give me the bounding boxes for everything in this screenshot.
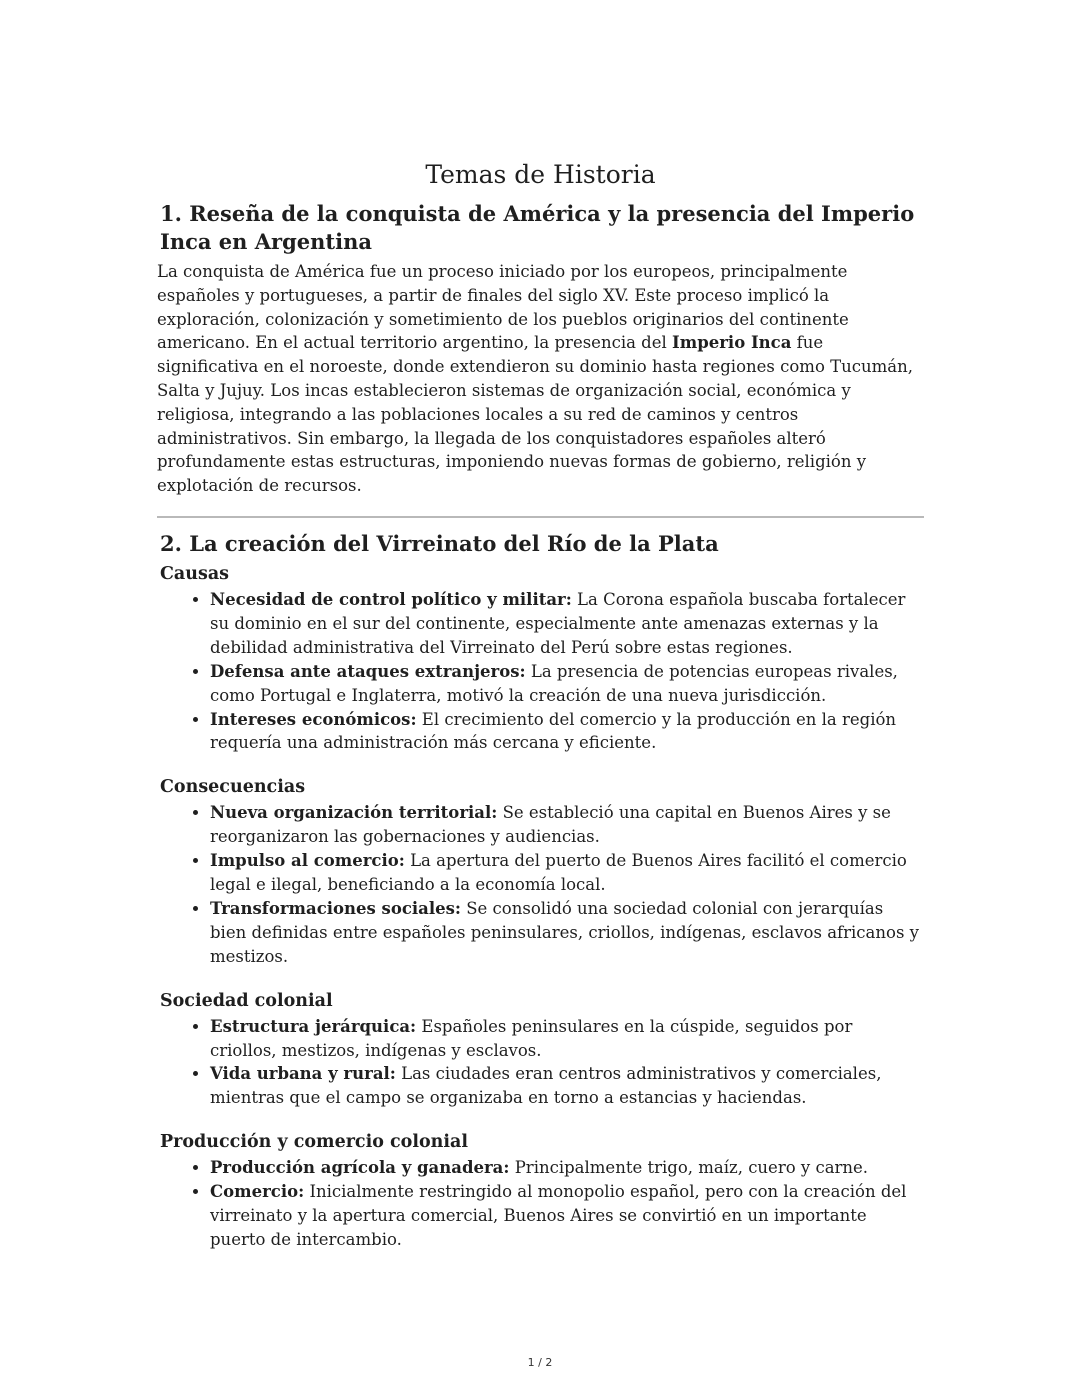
list-item (210, 801, 924, 849)
subsection-produccion-comercio-title: Producción y comercio colonial (160, 1132, 468, 1153)
list-item (210, 1156, 924, 1180)
list-item (210, 708, 924, 756)
item-text: Se consolidó una sociedad colonial con jerarquías bien definidas entre españoles peninsulares, criollos, indígenas, esclavos africanos y mestizos. (210, 898, 919, 966)
section-2-heading: 2. La creación del Virreinato del Río de la Plata (160, 530, 719, 556)
list-item (210, 1180, 924, 1252)
item-text: Principalmente trigo, maíz, cuero y carne. (509, 1158, 869, 1178)
item-text: Españoles peninsulares en la cúspide, seguidos por criollos, mestizos, indígenas y esclavos. (210, 1016, 853, 1060)
section-1-heading: 1. Reseña de la conquista de América y la presencia del Imperio Inca en Argentina (160, 201, 915, 254)
item-text: El crecimiento del comercio y la producción en la región requería una administración más cercana y eficiente. (210, 709, 897, 753)
item-text: La Corona española buscaba fortalecer su dominio en el sur del continente, especialmente ante amenazas externas y la debilidad administrativa del Virreinato del Perú sobre estas regiones. (210, 589, 906, 657)
list-item (210, 588, 924, 660)
subsection-causas-title: Causas (160, 563, 230, 584)
item-lead: Transformaciones sociales: (210, 898, 461, 918)
item-text: La presencia de potencias europeas rivales, como Portugal e Inglaterra, motivó la creación de una nueva jurisdicción. (210, 661, 898, 705)
item-text: Las ciudades eran centros administrativos y comerciales, mientras que el campo se organizaba en torno a estancias y haciendas. (210, 1064, 882, 1108)
produccion-comercio-list (157, 1156, 924, 1252)
paragraph-text-start: La conquista de América fue un proceso iniciado por los europeos, principalmente españoles y portugueses, a partir de finales del siglo XV. Este proceso implicó la exploración, colonización y sometimiento de los pueblos originarios del continente americano. En el actual territorio argentino, la presencia del (157, 262, 849, 353)
section-1-paragraph (157, 260, 924, 498)
item-lead: Intereses económicos: (210, 709, 417, 729)
item-text: Inicialmente restringido al monopolio español, pero con la creación del virreinato y la apertura comercial, Buenos Aires se convirtió en un importante puerto de intercambio. (210, 1182, 907, 1249)
list-item (210, 849, 924, 897)
sociedad-colonial-list (157, 1015, 924, 1111)
item-lead: Nueva organización territorial: (210, 803, 498, 823)
item-lead: Impulso al comercio: (210, 851, 405, 871)
document-page (157, 158, 924, 1272)
consecuencias-list (157, 801, 924, 968)
list-item (210, 1062, 924, 1110)
list-item (210, 660, 924, 708)
item-lead: Vida urbana y rural: (210, 1064, 396, 1084)
item-lead: Estructura jerárquica: (210, 1016, 417, 1036)
document-title: Temas de Historia (425, 160, 656, 189)
page-number: 1 / 2 (527, 1356, 553, 1369)
list-item (210, 1015, 924, 1063)
item-lead: Producción agrícola y ganadera: (210, 1158, 510, 1178)
item-text: Se estableció una capital en Buenos Aires y se reorganizaron las gobernaciones y audiencias. (210, 803, 891, 847)
item-lead: Necesidad de control político y militar: (210, 589, 572, 609)
list-item (210, 897, 924, 969)
paragraph-text-end: fue significativa en el noroeste, donde extendieron su dominio hasta regiones como Tucumán, Salta y Jujuy. Los incas establecieron sistemas de organización social, económica y religiosa, integrando a las poblaciones locales a su red de caminos y centros administrativos. Sin embargo, la llegada de los conquistadores españoles alteró profundamente estas estructuras, imponiendo nuevas formas de gobierno, religión y explotación de recursos. (157, 333, 913, 496)
item-lead: Defensa ante ataques extranjeros: (210, 661, 526, 681)
imperio-inca-emphasis: Imperio Inca (672, 333, 792, 353)
section-divider (157, 516, 924, 518)
item-text: La apertura del puerto de Buenos Aires facilitó el comercio legal e ilegal, beneficiando a la economía local. (210, 851, 907, 895)
causas-list (157, 588, 924, 755)
item-lead: Comercio: (210, 1182, 305, 1202)
subsection-consecuencias-title: Consecuencias (160, 777, 306, 798)
subsection-sociedad-colonial-title: Sociedad colonial (160, 990, 333, 1011)
